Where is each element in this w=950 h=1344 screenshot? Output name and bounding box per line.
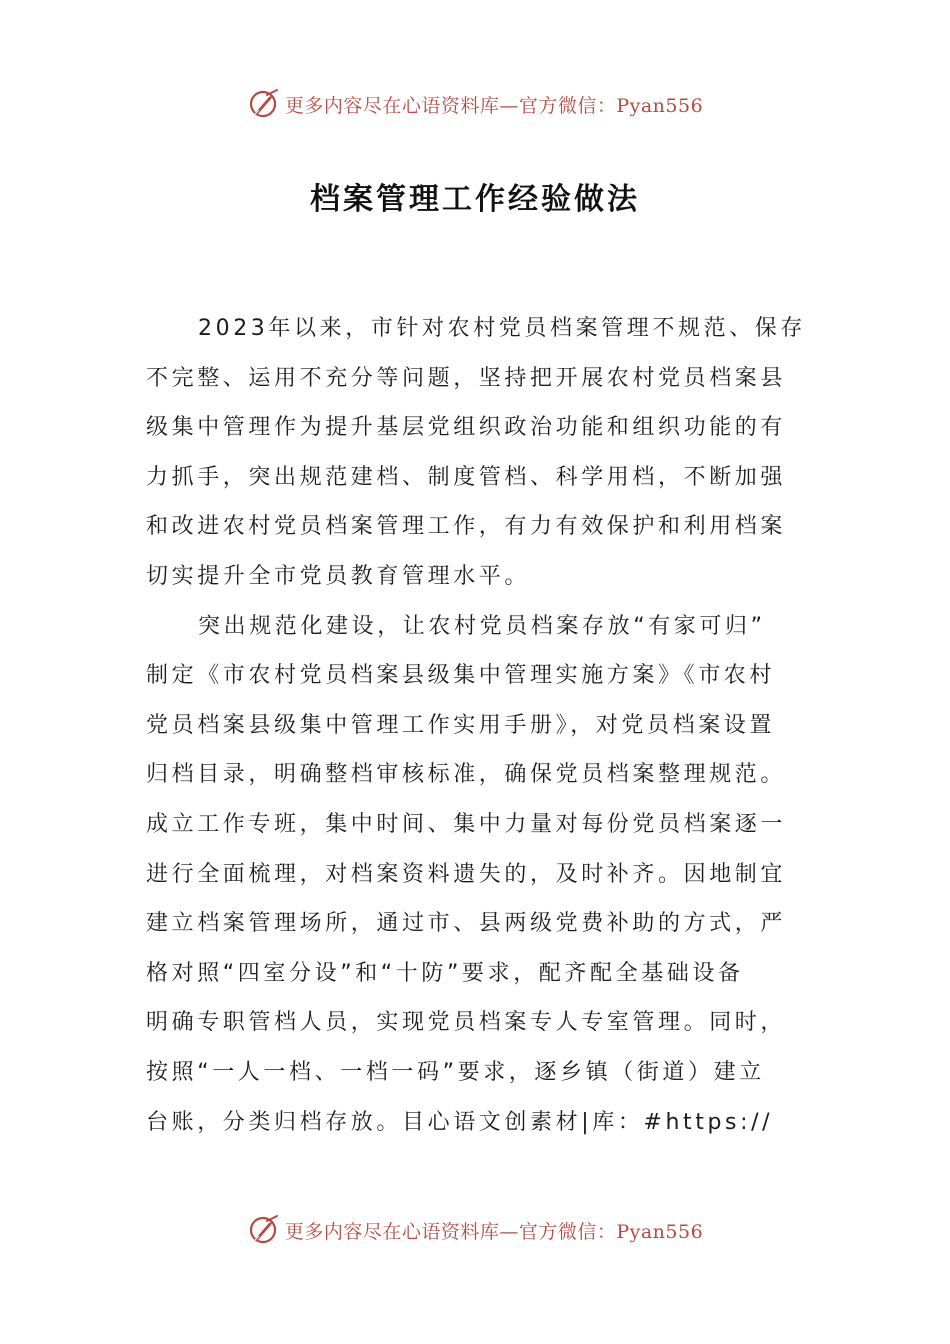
paragraph-1-line-2: 不完整、运用不充分等问题，坚持把开展农村党员档案县 [146,365,787,391]
paragraph-2-line-6: 进行全面梳理，对档案资料遗失的，及时补齐。因地制宜 [146,861,787,887]
document-title: 档案管理工作经验做法 [310,182,640,217]
footer-watermark [0,1210,950,1250]
header-watermark [0,84,950,124]
paragraph-2-line-3: 党员档案县级集中管理工作实用手册》，对党员档案设置 [146,712,776,738]
paragraph-1-line-1: 2023年以来，市针对农村党员档案管理不规范、保存 [198,316,806,341]
watermark-text: 更多内容尽在心语资料库—官方微信：Pyan556 [284,1220,704,1243]
paragraph-2-line-9: 明确专职管档人员，实现党员档案专人专室管理。同时， [146,1010,787,1036]
paragraph-2-line-2: 制定《市农村党员档案县级集中管理实施方案》《市农村 [146,663,776,689]
paragraph-2-line-8: 格对照“四室分设”和“十防”要求，配齐配全基础设备 [146,960,744,986]
paragraph-2-line-11: 台账，分类归档存放。目心语文创素材|库：#https:// [146,1109,774,1135]
paragraph-2-line-1: 突出规范化建设，让农村党员档案存放“有家可归” [198,613,766,639]
watermark-text: 更多内容尽在心语资料库—官方微信：Pyan556 [284,94,704,117]
document-body [146,304,806,1147]
paragraph-2-line-7: 建立档案管理场所，通过市、县两级党费补助的方式，严 [146,911,787,937]
paragraph-1-line-3: 级集中管理作为提升基层党组织政治功能和组织功能的有 [146,415,787,441]
quill-logo-icon [247,87,281,121]
paragraph-2-line-4: 归档目录，明确整档审核标准，确保党员档案整理规范。 [146,762,787,788]
paragraph-2-line-10: 按照“一人一档、一档一码”要求，逐乡镇（街道）建立 [146,1059,765,1085]
paragraph-2-line-5: 成立工作专班，集中时间、集中力量对每份党员档案逐一 [146,811,787,837]
quill-logo-icon [247,1213,281,1247]
paragraph-1-line-6: 切实提升全市党员教育管理水平。 [146,563,531,589]
paragraph-1-line-5: 和改进农村党员档案管理工作，有力有效保护和利用档案 [146,514,787,540]
paragraph-1-line-4: 力抓手，突出规范建档、制度管档、科学用档，不断加强 [146,464,787,490]
